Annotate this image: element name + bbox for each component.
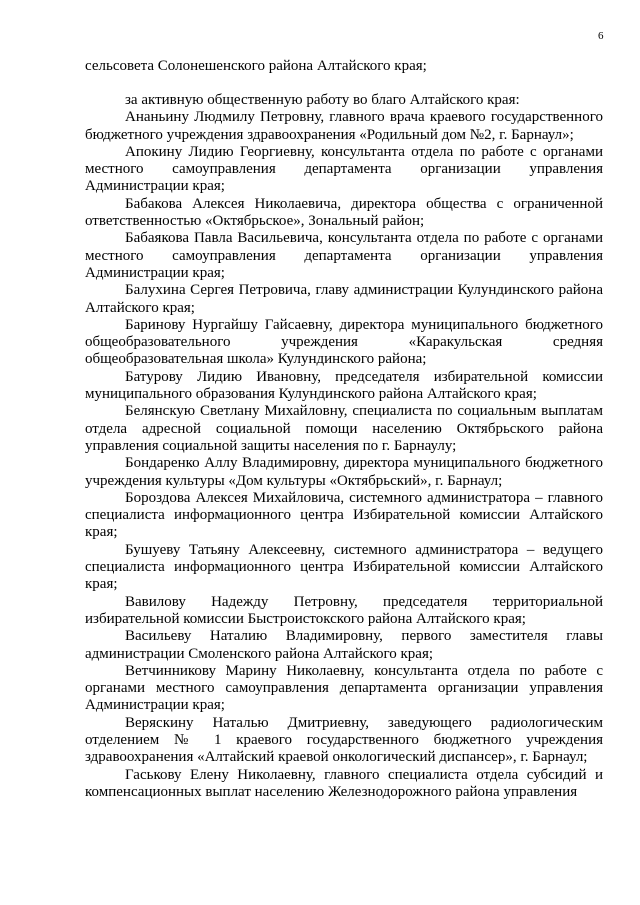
award-paragraph: Бабакова Алексея Николаевича, директора общества с ограниченной ответственностью «Октябрьское», Зональный район; [85,195,603,230]
award-paragraph: Бороздова Алексея Михайловича, системного администратора – главного специалиста информационного центра Избирательной комиссии Алтайского края; [85,489,603,541]
award-paragraph: Бондаренко Аллу Владимировну, директора муниципального бюджетного учреждения культуры «Дом культуры «Октябрьский», г. Барнаул; [85,455,603,489]
paragraph-list [85,109,603,801]
award-paragraph: Гаськову Елену Николаевну, главного специалиста отдела субсидий и компенсационных выплат населению Железнодорожного района управления [85,766,603,800]
award-paragraph: Васильеву Наталию Владимировну, первого заместителя главы администрации Смоленского района Алтайского края; [85,628,603,662]
award-paragraph: Вавилову Надежду Петровну, председателя территориальной избирательной комиссии Быстроистокского района Алтайского края; [85,593,603,627]
document-body [85,92,603,801]
award-paragraph: Баринову Нургайшу Гайсаевну, директора муниципального бюджетного общеобразовательного учреждения «Каракульская средняя общеобразовательная школа» Кулундинского района; [85,316,603,368]
award-paragraph: Батурову Лидию Ивановну, председателя избирательной комиссии муниципального образования Кулундинского района Алтайского края; [85,368,603,403]
award-paragraph: Белянскую Светлану Михайловну, специалиста по социальным выплатам отдела адресной социальной помощи населению Октябрьского района управления социальной защиты населения по г. Барнаулу; [85,403,603,454]
first-line: сельсовета Солонешенского района Алтайского края; [85,58,427,74]
intro-line: за активную общественную работу во благо Алтайского края: [125,92,520,108]
award-paragraph: Ветчинникову Марину Николаевну, консультанта отдела по работе с органами местного самоуправления департамента организации управления Администрации края; [85,662,603,714]
award-paragraph: Веряскину Наталью Дмитриевну, заведующего радиологическим отделением № 1 краевого государственного бюджетного учреждения здравоохранения «Алтайский краевой онкологический диспансер», г. Барнаул; [85,714,603,766]
award-paragraph: Бабаякова Павла Васильевича, консультанта отдела по работе с органами местного самоуправления департамента организации управления Администрации края; [85,230,603,281]
award-paragraph: Апокину Лидию Георгиевну, консультанта отдела по работе с органами местного самоуправления департамента организации управления Администрации края; [85,143,603,195]
award-paragraph: Ананьину Людмилу Петровну, главного врача краевого государственного бюджетного учреждения здравоохранения «Родильный дом №2, г. Барнаул»; [85,109,603,143]
award-paragraph: Балухина Сергея Петровича, главу администрации Кулундинского района Алтайского края; [85,282,603,316]
award-paragraph: Бушуеву Татьяну Алексеевну, системного администратора – ведущего специалиста информационного центра Избирательной комиссии Алтайского края; [85,541,603,593]
page-number: 6 [598,30,604,42]
